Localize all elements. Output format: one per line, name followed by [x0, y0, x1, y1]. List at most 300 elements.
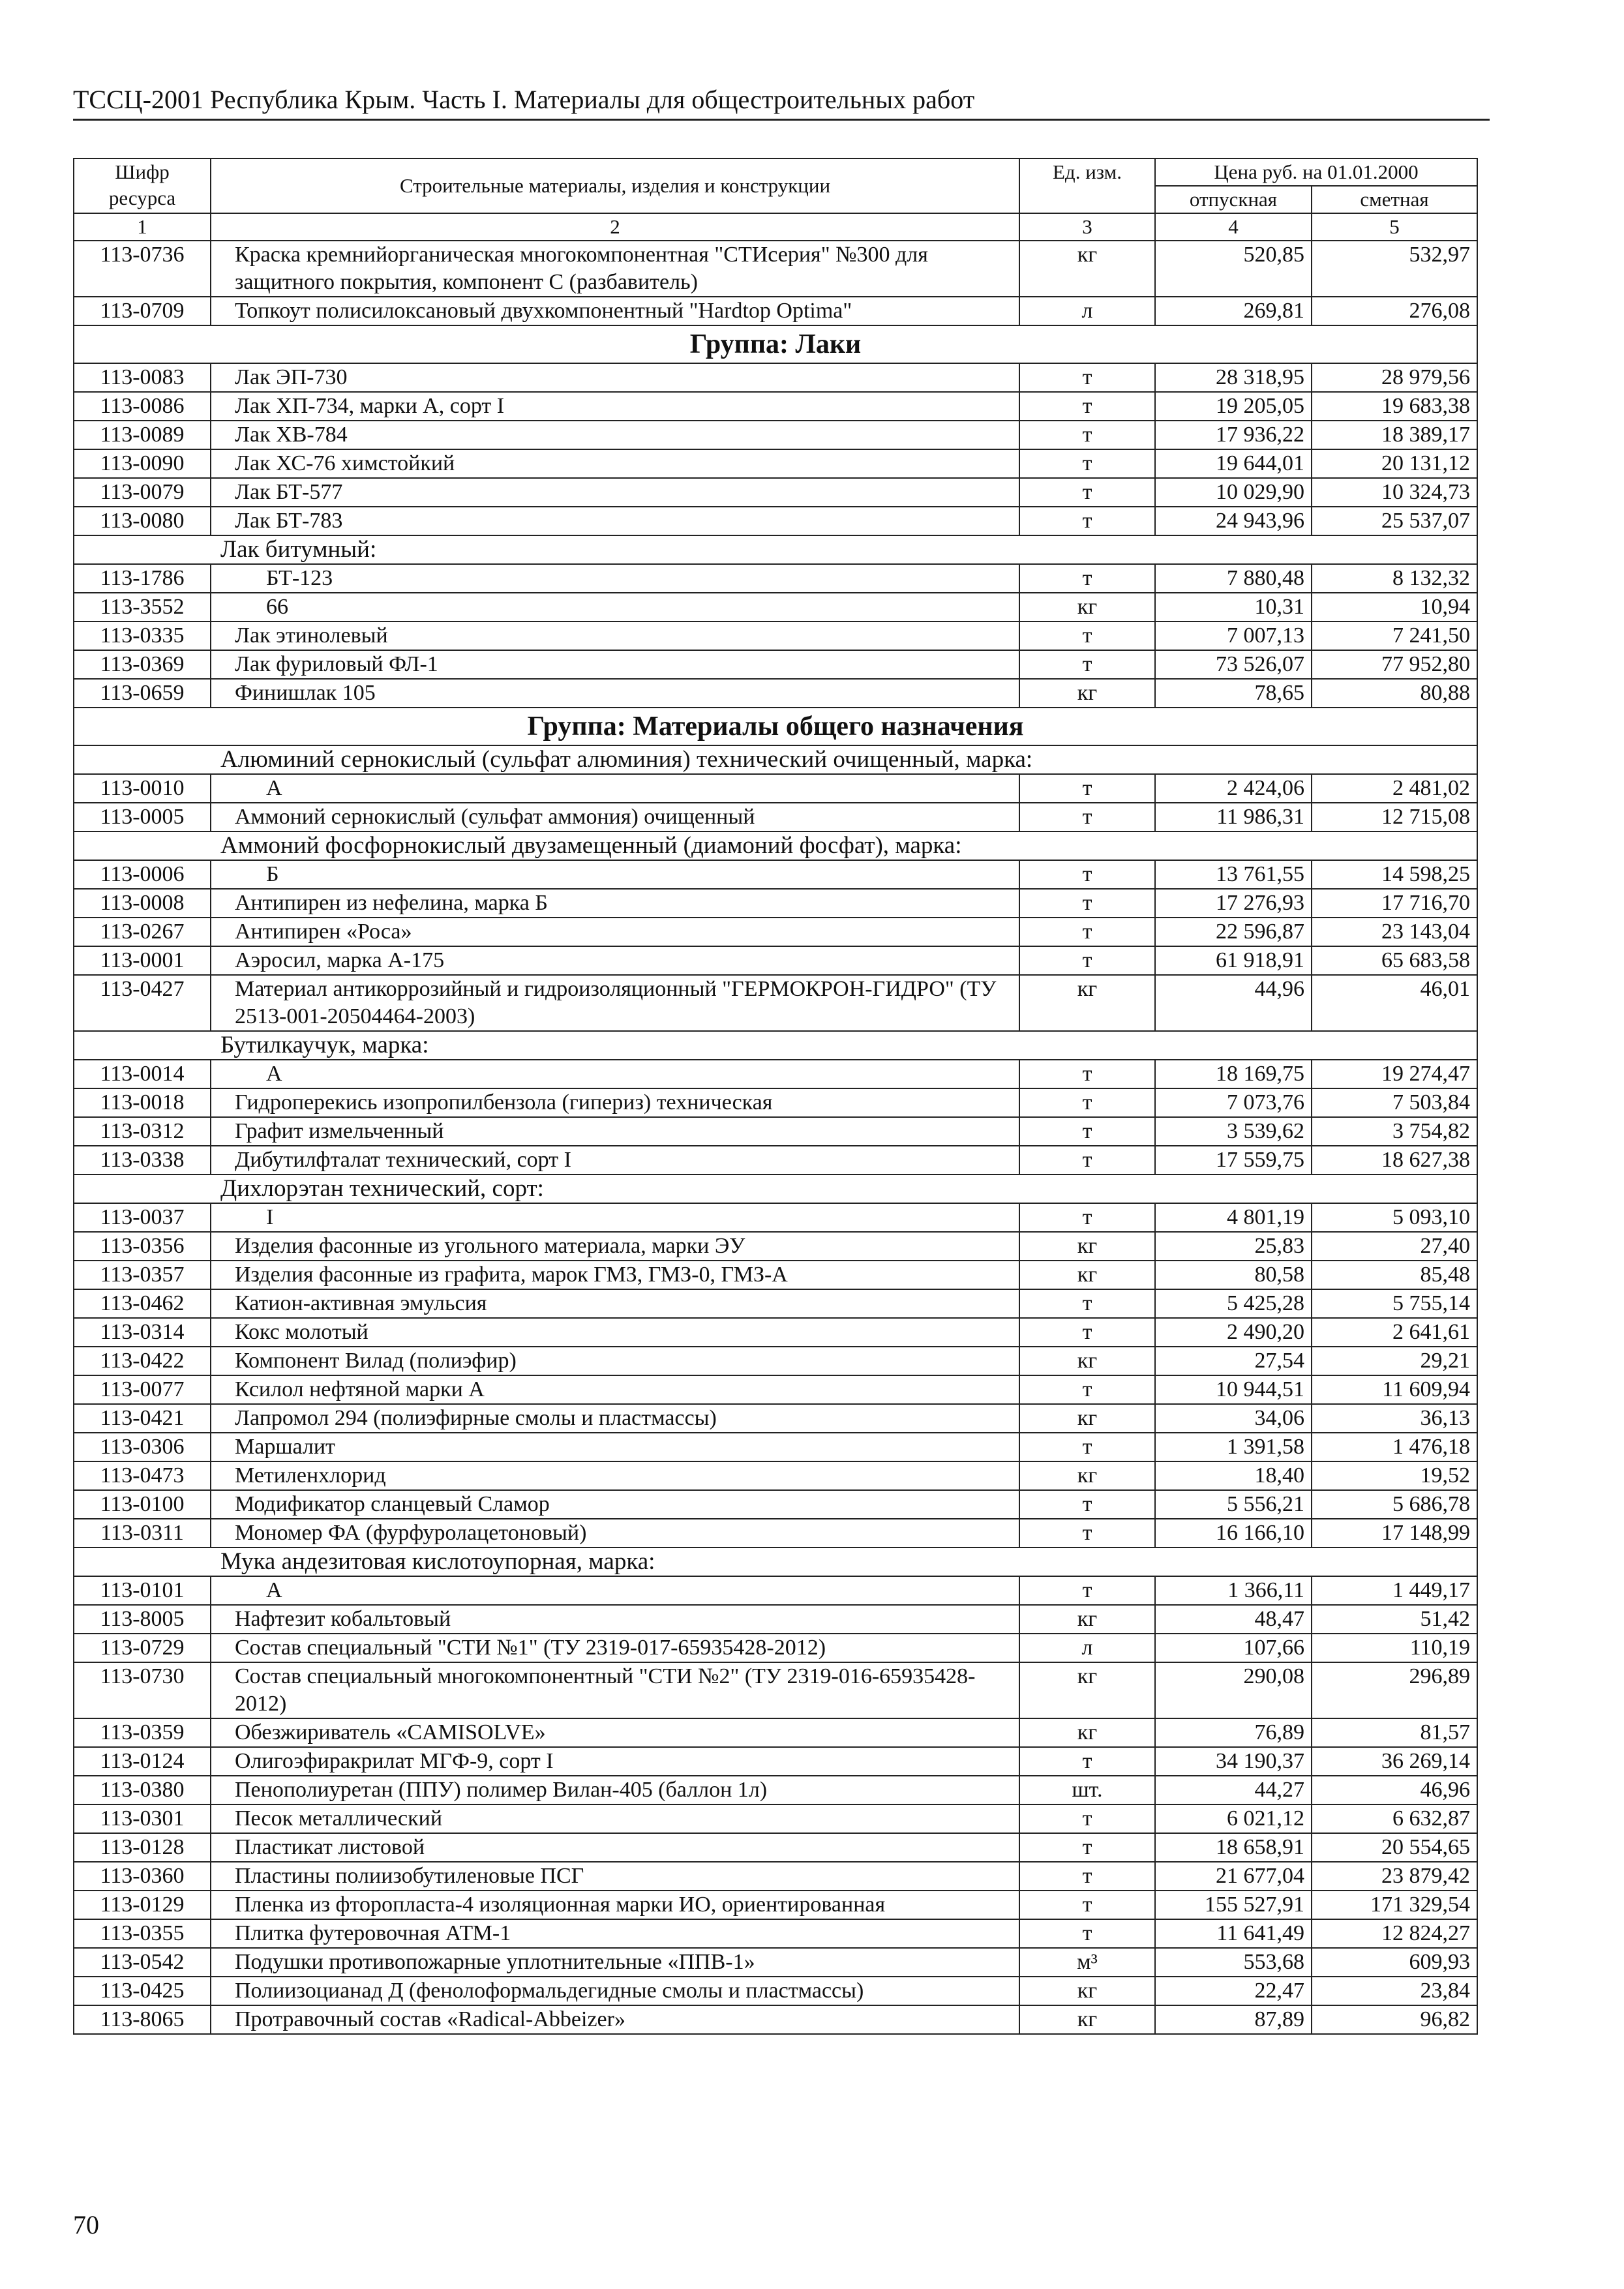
estimate-price: 19,52 — [1312, 1461, 1477, 1490]
material-name: А — [211, 1060, 1019, 1088]
unit-of-measure: т — [1019, 1891, 1155, 1919]
resource-code: 113-0129 — [74, 1891, 211, 1919]
unit-of-measure: т — [1019, 860, 1155, 889]
table-row — [74, 507, 1477, 535]
estimate-price: 1 449,17 — [1312, 1576, 1477, 1605]
material-name: Катион-активная эмульсия — [211, 1289, 1019, 1318]
unit-of-measure: т — [1019, 1833, 1155, 1862]
release-price: 17 936,22 — [1155, 421, 1312, 449]
unit-of-measure: кг — [1019, 1718, 1155, 1747]
resource-code: 113-1786 — [74, 564, 211, 593]
unit-of-measure: кг — [1019, 1404, 1155, 1433]
resource-code: 113-0659 — [74, 679, 211, 708]
table-row — [74, 1948, 1477, 1977]
price-table — [73, 158, 1478, 2035]
unit-of-measure: кг — [1019, 2005, 1155, 2034]
unit-of-measure: т — [1019, 1088, 1155, 1117]
table-row — [74, 1891, 1477, 1919]
table-row — [74, 1718, 1477, 1747]
release-price: 7 880,48 — [1155, 564, 1312, 593]
unit-of-measure: т — [1019, 392, 1155, 421]
unit-of-measure: т — [1019, 918, 1155, 946]
resource-code: 113-0357 — [74, 1261, 211, 1289]
material-name: Лак фуриловый ФЛ-1 — [211, 650, 1019, 679]
subheading-title: Дихлорэтан технический, сорт: — [74, 1174, 1477, 1203]
estimate-price: 23,84 — [1312, 1977, 1477, 2005]
table-row — [74, 363, 1477, 392]
estimate-price: 20 554,65 — [1312, 1833, 1477, 1862]
unit-of-measure: т — [1019, 1375, 1155, 1404]
release-price: 28 318,95 — [1155, 363, 1312, 392]
material-name: Пластины полиизобутиленовые ПСГ — [211, 1862, 1019, 1891]
estimate-price: 46,96 — [1312, 1776, 1477, 1804]
estimate-price: 296,89 — [1312, 1662, 1477, 1718]
release-price: 2 490,20 — [1155, 1318, 1312, 1347]
release-price: 11 641,49 — [1155, 1919, 1312, 1948]
table-row — [74, 889, 1477, 918]
resource-code: 113-8005 — [74, 1605, 211, 1634]
material-name: Лак ЭП-730 — [211, 363, 1019, 392]
subheading-title: Лак битумный: — [74, 535, 1477, 564]
release-price: 21 677,04 — [1155, 1862, 1312, 1891]
subheading-row — [74, 831, 1477, 860]
estimate-price: 81,57 — [1312, 1718, 1477, 1747]
estimate-price: 10 324,73 — [1312, 478, 1477, 507]
release-price: 44,96 — [1155, 975, 1312, 1031]
release-price: 17 276,93 — [1155, 889, 1312, 918]
page-number: 70 — [73, 2210, 99, 2239]
estimate-price: 532,97 — [1312, 241, 1477, 297]
unit-of-measure: м³ — [1019, 1948, 1155, 1977]
material-name: Лак БТ-783 — [211, 507, 1019, 535]
release-price: 61 918,91 — [1155, 946, 1312, 975]
material-name: Графит измельченный — [211, 1117, 1019, 1146]
unit-of-measure: т — [1019, 363, 1155, 392]
subheading-title: Аммоний фосфорнокислый двузамещенный (диамоний фосфат), марка: — [74, 831, 1477, 860]
release-price: 19 205,05 — [1155, 392, 1312, 421]
resource-code: 113-0005 — [74, 803, 211, 831]
resource-code: 113-0100 — [74, 1490, 211, 1519]
unit-of-measure: т — [1019, 803, 1155, 831]
estimate-price: 23 879,42 — [1312, 1862, 1477, 1891]
resource-code: 113-0086 — [74, 392, 211, 421]
unit-of-measure: кг — [1019, 1605, 1155, 1634]
table-row — [74, 1634, 1477, 1662]
unit-of-measure: кг — [1019, 593, 1155, 621]
resource-code: 113-0001 — [74, 946, 211, 975]
table-row — [74, 774, 1477, 803]
header-release-price: отпускная — [1155, 186, 1312, 213]
material-name: Обезжириватель «CAMISOLVE» — [211, 1718, 1019, 1747]
table-row — [74, 297, 1477, 325]
material-name: Маршалит — [211, 1433, 1019, 1461]
material-name: Мономер ФА (фурфуролацетоновый) — [211, 1519, 1019, 1548]
unit-of-measure: кг — [1019, 1461, 1155, 1490]
material-name: Финишлак 105 — [211, 679, 1019, 708]
table-row — [74, 975, 1477, 1031]
estimate-price: 28 979,56 — [1312, 363, 1477, 392]
resource-code: 113-0101 — [74, 1576, 211, 1605]
unit-of-measure: т — [1019, 507, 1155, 535]
resource-code: 113-0427 — [74, 975, 211, 1031]
unit-of-measure: т — [1019, 1117, 1155, 1146]
release-price: 18 658,91 — [1155, 1833, 1312, 1862]
estimate-price: 36 269,14 — [1312, 1747, 1477, 1776]
resource-code: 113-0080 — [74, 507, 211, 535]
resource-code: 113-0014 — [74, 1060, 211, 1088]
material-name: I — [211, 1203, 1019, 1232]
table-row — [74, 1318, 1477, 1347]
release-price: 16 166,10 — [1155, 1519, 1312, 1548]
estimate-price: 5 093,10 — [1312, 1203, 1477, 1232]
estimate-price: 3 754,82 — [1312, 1117, 1477, 1146]
material-name: Нафтезит кобальтовый — [211, 1605, 1019, 1634]
subheading-row — [74, 535, 1477, 564]
estimate-price: 2 481,02 — [1312, 774, 1477, 803]
resource-code: 113-0462 — [74, 1289, 211, 1318]
table-row — [74, 1404, 1477, 1433]
unit-of-measure: т — [1019, 1203, 1155, 1232]
resource-code: 113-0709 — [74, 297, 211, 325]
estimate-price: 18 389,17 — [1312, 421, 1477, 449]
material-name: Лак БТ-577 — [211, 478, 1019, 507]
resource-code: 113-0079 — [74, 478, 211, 507]
unit-of-measure: т — [1019, 564, 1155, 593]
resource-code: 113-0124 — [74, 1747, 211, 1776]
material-name: Олигоэфиракрилат МГФ-9, сорт I — [211, 1747, 1019, 1776]
unit-of-measure: кг — [1019, 1977, 1155, 2005]
unit-of-measure: т — [1019, 478, 1155, 507]
subheading-row — [74, 1174, 1477, 1203]
estimate-price: 17 716,70 — [1312, 889, 1477, 918]
table-row — [74, 1088, 1477, 1117]
release-price: 13 761,55 — [1155, 860, 1312, 889]
table-row — [74, 803, 1477, 831]
estimate-price: 23 143,04 — [1312, 918, 1477, 946]
table-row — [74, 1289, 1477, 1318]
table-row — [74, 1375, 1477, 1404]
table-row — [74, 1804, 1477, 1833]
estimate-price: 171 329,54 — [1312, 1891, 1477, 1919]
column-number: 5 — [1312, 213, 1477, 241]
estimate-price: 10,94 — [1312, 593, 1477, 621]
resource-code: 113-0380 — [74, 1776, 211, 1804]
material-name: Метиленхлорид — [211, 1461, 1019, 1490]
resource-code: 113-0473 — [74, 1461, 211, 1490]
unit-of-measure: т — [1019, 1146, 1155, 1174]
table-row — [74, 1461, 1477, 1490]
unit-of-measure: т — [1019, 1576, 1155, 1605]
estimate-price: 12 715,08 — [1312, 803, 1477, 831]
material-name: Гидроперекись изопропилбензола (гипериз) техническая — [211, 1088, 1019, 1117]
material-name: Изделия фасонные из угольного материала, марки ЭУ — [211, 1232, 1019, 1261]
estimate-price: 65 683,58 — [1312, 946, 1477, 975]
material-name: Подушки противопожарные уплотнительные «ППВ-1» — [211, 1948, 1019, 1977]
material-name: Аммоний сернокислый (сульфат аммония) очищенный — [211, 803, 1019, 831]
material-name: А — [211, 774, 1019, 803]
resource-code: 113-0425 — [74, 1977, 211, 2005]
release-price: 78,65 — [1155, 679, 1312, 708]
resource-code: 113-0077 — [74, 1375, 211, 1404]
resource-code: 113-0090 — [74, 449, 211, 478]
table-row — [74, 1977, 1477, 2005]
table-row — [74, 1060, 1477, 1088]
document-header: ТССЦ-2001 Республика Крым. Часть I. Материалы для общестроительных работ — [73, 83, 1490, 121]
table-row — [74, 392, 1477, 421]
group-title: Группа: Лаки — [74, 325, 1477, 363]
table-row — [74, 1490, 1477, 1519]
material-name: Протравочный состав «Radical-Abbeizer» — [211, 2005, 1019, 2034]
estimate-price: 6 632,87 — [1312, 1804, 1477, 1833]
release-price: 80,58 — [1155, 1261, 1312, 1289]
resource-code: 113-0335 — [74, 621, 211, 650]
unit-of-measure: т — [1019, 1919, 1155, 1948]
table-row — [74, 1232, 1477, 1261]
header-estimate-price: сметная — [1312, 186, 1477, 213]
material-name: Лапромол 294 (полиэфирные смолы и пластмассы) — [211, 1404, 1019, 1433]
resource-code: 113-0301 — [74, 1804, 211, 1833]
material-name: Ксилол нефтяной марки А — [211, 1375, 1019, 1404]
release-price: 34 190,37 — [1155, 1747, 1312, 1776]
unit-of-measure: кг — [1019, 1232, 1155, 1261]
release-price: 269,81 — [1155, 297, 1312, 325]
material-name: Плитка футеровочная АТМ-1 — [211, 1919, 1019, 1948]
resource-code: 113-8065 — [74, 2005, 211, 2034]
table-row — [74, 2005, 1477, 2034]
release-price: 155 527,91 — [1155, 1891, 1312, 1919]
release-price: 27,54 — [1155, 1347, 1312, 1375]
resource-code: 113-0359 — [74, 1718, 211, 1747]
table-row — [74, 564, 1477, 593]
material-name: Дибутилфталат технический, сорт I — [211, 1146, 1019, 1174]
material-name: Антипирен «Роса» — [211, 918, 1019, 946]
estimate-price: 1 476,18 — [1312, 1433, 1477, 1461]
estimate-price: 5 755,14 — [1312, 1289, 1477, 1318]
release-price: 19 644,01 — [1155, 449, 1312, 478]
unit-of-measure: л — [1019, 1634, 1155, 1662]
table-row — [74, 1662, 1477, 1718]
release-price: 5 556,21 — [1155, 1490, 1312, 1519]
material-name: Материал антикоррозийный и гидроизоляционный "ГЕРМОКРОН-ГИДРО" (ТУ 2513-001-20504464-2003) — [211, 975, 1019, 1031]
resource-code: 113-0018 — [74, 1088, 211, 1117]
release-price: 10,31 — [1155, 593, 1312, 621]
estimate-price: 12 824,27 — [1312, 1919, 1477, 1948]
unit-of-measure: кг — [1019, 1347, 1155, 1375]
material-name: БТ-123 — [211, 564, 1019, 593]
table-row — [74, 1433, 1477, 1461]
table-row — [74, 860, 1477, 889]
group-heading-row — [74, 708, 1477, 745]
release-price: 7 007,13 — [1155, 621, 1312, 650]
table-row — [74, 1576, 1477, 1605]
release-price: 17 559,75 — [1155, 1146, 1312, 1174]
resource-code: 113-0267 — [74, 918, 211, 946]
release-price: 44,27 — [1155, 1776, 1312, 1804]
subheading-row — [74, 1031, 1477, 1060]
resource-code: 113-0422 — [74, 1347, 211, 1375]
subheading-title: Бутилкаучук, марка: — [74, 1031, 1477, 1060]
resource-code: 113-0089 — [74, 421, 211, 449]
unit-of-measure: кг — [1019, 679, 1155, 708]
table-row — [74, 449, 1477, 478]
estimate-price: 8 132,32 — [1312, 564, 1477, 593]
table-body — [74, 241, 1477, 2034]
material-name: Пенополиуретан (ППУ) полимер Вилан-405 (баллон 1л) — [211, 1776, 1019, 1804]
unit-of-measure: т — [1019, 774, 1155, 803]
resource-code: 113-0312 — [74, 1117, 211, 1146]
release-price: 76,89 — [1155, 1718, 1312, 1747]
material-name: Песок металлический — [211, 1804, 1019, 1833]
table-row — [74, 1117, 1477, 1146]
release-price: 520,85 — [1155, 241, 1312, 297]
estimate-price: 14 598,25 — [1312, 860, 1477, 889]
material-name: Аэросил, марка А-175 — [211, 946, 1019, 975]
release-price: 22,47 — [1155, 1977, 1312, 2005]
table-row — [74, 918, 1477, 946]
table-row — [74, 478, 1477, 507]
column-number: 4 — [1155, 213, 1312, 241]
release-price: 73 526,07 — [1155, 650, 1312, 679]
resource-code: 113-0369 — [74, 650, 211, 679]
resource-code: 113-0421 — [74, 1404, 211, 1433]
resource-code: 113-0729 — [74, 1634, 211, 1662]
release-price: 18,40 — [1155, 1461, 1312, 1490]
release-price: 3 539,62 — [1155, 1117, 1312, 1146]
resource-code: 113-0311 — [74, 1519, 211, 1548]
material-name: Лак этинолевый — [211, 621, 1019, 650]
release-price: 34,06 — [1155, 1404, 1312, 1433]
resource-code: 113-0338 — [74, 1146, 211, 1174]
release-price: 1 366,11 — [1155, 1576, 1312, 1605]
estimate-price: 77 952,80 — [1312, 650, 1477, 679]
resource-code: 113-0736 — [74, 241, 211, 297]
unit-of-measure: т — [1019, 1433, 1155, 1461]
table-row — [74, 1833, 1477, 1862]
material-name: Состав специальный "СТИ №1" (ТУ 2319-017-65935428-2012) — [211, 1634, 1019, 1662]
table-row — [74, 1605, 1477, 1634]
table-row — [74, 1347, 1477, 1375]
table-row — [74, 1261, 1477, 1289]
estimate-price: 20 131,12 — [1312, 449, 1477, 478]
unit-of-measure: кг — [1019, 975, 1155, 1031]
estimate-price: 80,88 — [1312, 679, 1477, 708]
unit-of-measure: кг — [1019, 1261, 1155, 1289]
material-name: Лак ХП-734, марки А, сорт I — [211, 392, 1019, 421]
estimate-price: 5 686,78 — [1312, 1490, 1477, 1519]
material-name: Топкоут полисилоксановый двухкомпонентный "Hardtop Optima" — [211, 297, 1019, 325]
unit-of-measure: т — [1019, 621, 1155, 650]
unit-of-measure: л — [1019, 297, 1155, 325]
table-row — [74, 1862, 1477, 1891]
unit-of-measure: т — [1019, 421, 1155, 449]
material-name: Компонент Вилад (полиэфир) — [211, 1347, 1019, 1375]
estimate-price: 17 148,99 — [1312, 1519, 1477, 1548]
material-name: Полиизоцианад Д (фенолоформальдегидные смолы и пластмассы) — [211, 1977, 1019, 2005]
unit-of-measure: кг — [1019, 241, 1155, 297]
estimate-price: 19 683,38 — [1312, 392, 1477, 421]
unit-of-measure: т — [1019, 449, 1155, 478]
table-row — [74, 1919, 1477, 1948]
estimate-price: 7 241,50 — [1312, 621, 1477, 650]
release-price: 5 425,28 — [1155, 1289, 1312, 1318]
resource-code: 113-0542 — [74, 1948, 211, 1977]
column-number: 1 — [74, 213, 211, 241]
unit-of-measure: т — [1019, 1862, 1155, 1891]
table-row — [74, 621, 1477, 650]
resource-code: 113-0008 — [74, 889, 211, 918]
table-row — [74, 241, 1477, 297]
resource-code: 113-0083 — [74, 363, 211, 392]
release-price: 48,47 — [1155, 1605, 1312, 1634]
material-name: А — [211, 1576, 1019, 1605]
estimate-price: 27,40 — [1312, 1232, 1477, 1261]
estimate-price: 85,48 — [1312, 1261, 1477, 1289]
release-price: 2 424,06 — [1155, 774, 1312, 803]
unit-of-measure: т — [1019, 889, 1155, 918]
release-price: 107,66 — [1155, 1634, 1312, 1662]
resource-code: 113-0730 — [74, 1662, 211, 1718]
unit-of-measure: т — [1019, 1747, 1155, 1776]
table-row — [74, 1203, 1477, 1232]
release-price: 553,68 — [1155, 1948, 1312, 1977]
estimate-price: 609,93 — [1312, 1948, 1477, 1977]
resource-code: 113-0006 — [74, 860, 211, 889]
release-price: 18 169,75 — [1155, 1060, 1312, 1088]
resource-code: 113-0314 — [74, 1318, 211, 1347]
table-row — [74, 679, 1477, 708]
estimate-price: 18 627,38 — [1312, 1146, 1477, 1174]
table-row — [74, 946, 1477, 975]
resource-code: 113-0355 — [74, 1919, 211, 1948]
estimate-price: 51,42 — [1312, 1605, 1477, 1634]
material-name: Пластикат листовой — [211, 1833, 1019, 1862]
table-row — [74, 1776, 1477, 1804]
subheading-title: Алюминий сернокислый (сульфат алюминия) технический очищенный, марка: — [74, 745, 1477, 774]
resource-code: 113-0010 — [74, 774, 211, 803]
material-name: 66 — [211, 593, 1019, 621]
material-name: Краска кремнийорганическая многокомпонентная "СТИсерия" №300 для защитного покрытия, компонент С (разбавитель) — [211, 241, 1019, 297]
material-name: Модификатор сланцевый Сламор — [211, 1490, 1019, 1519]
release-price: 4 801,19 — [1155, 1203, 1312, 1232]
estimate-price: 110,19 — [1312, 1634, 1477, 1662]
resource-code: 113-0306 — [74, 1433, 211, 1461]
table-row — [74, 650, 1477, 679]
estimate-price: 29,21 — [1312, 1347, 1477, 1375]
unit-of-measure: т — [1019, 1519, 1155, 1548]
estimate-price: 96,82 — [1312, 2005, 1477, 2034]
release-price: 10 944,51 — [1155, 1375, 1312, 1404]
resource-code: 113-0037 — [74, 1203, 211, 1232]
estimate-price: 46,01 — [1312, 975, 1477, 1031]
material-name: Изделия фасонные из графита, марок ГМЗ, ГМЗ-0, ГМЗ-А — [211, 1261, 1019, 1289]
table-row — [74, 1519, 1477, 1548]
release-price: 87,89 — [1155, 2005, 1312, 2034]
group-heading-row — [74, 325, 1477, 363]
material-name: Кокс молотый — [211, 1318, 1019, 1347]
unit-of-measure: кг — [1019, 1662, 1155, 1718]
release-price: 1 391,58 — [1155, 1433, 1312, 1461]
table-row — [74, 593, 1477, 621]
header-code: Шифр ресурса — [74, 158, 211, 213]
group-title: Группа: Материалы общего назначения — [74, 708, 1477, 745]
column-number: 2 — [211, 213, 1019, 241]
release-price: 24 943,96 — [1155, 507, 1312, 535]
estimate-price: 11 609,94 — [1312, 1375, 1477, 1404]
release-price: 22 596,87 — [1155, 918, 1312, 946]
material-name: Лак ХС-76 химстойкий — [211, 449, 1019, 478]
column-number: 3 — [1019, 213, 1155, 241]
header-unit: Ед. изм. — [1019, 158, 1155, 213]
